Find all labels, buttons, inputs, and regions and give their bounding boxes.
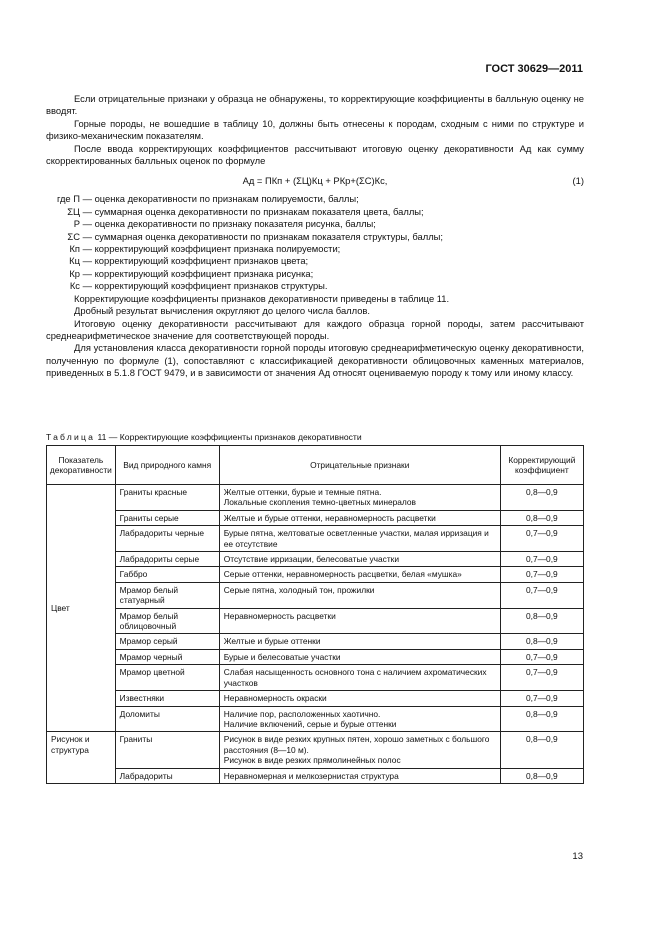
signs-cell: Наличие пор, расположенных хаотично. Наличие включений, серые и бурые оттенки	[219, 706, 500, 732]
paragraph: Дробный результат вычисления округляют до целого числа баллов.	[74, 305, 371, 317]
coefficient-cell: 0,8—0,9	[500, 485, 583, 511]
table-header-row	[47, 446, 584, 485]
stone-cell: Лабрадориты серые	[115, 552, 219, 567]
table-row	[47, 732, 584, 768]
paragraph: Для установления класса декоративности горной породы итоговую среднеарифметическую оценку декоративности, полученную по формуле (1), сопоставляют с классификацией декоративности облицовочных каменных материалов, приведенных в 5.1.8 ГОСТ 9479, и в зависимости от значения Ад относят оцениваемую породу к тому или иному классу.	[46, 342, 584, 379]
coefficient-cell: 0,8—0,9	[500, 510, 583, 525]
table-row	[47, 526, 584, 552]
signs-cell: Бурые и белесоватые участки	[219, 649, 500, 664]
table-body	[47, 485, 584, 784]
column-header: Вид природного камня	[115, 446, 219, 485]
signs-cell: Серые пятна, холодный тон, прожилки	[219, 582, 500, 608]
signs-cell: Неравномерная и мелкозернистая структура	[219, 768, 500, 783]
definition-item: Кр — корректирующий коэффициент признака рисунка;	[69, 267, 314, 279]
table-row	[47, 634, 584, 649]
signs-cell: Желтые и бурые оттенки, неравномерность расцветки	[219, 510, 500, 525]
signs-cell: Бурые пятна, желтоватые осветленные участки, малая ирризация и ее отсутствие	[219, 526, 500, 552]
coefficient-cell: 0,7—0,9	[500, 552, 583, 567]
coefficient-cell: 0,7—0,9	[500, 649, 583, 664]
stone-cell: Мрамор черный	[115, 649, 219, 664]
definition-item: Р — оценка декоративности по признаку показателя рисунка, баллы;	[73, 218, 376, 230]
table-row	[47, 510, 584, 525]
column-header: Корректирующий коэффициент	[500, 446, 583, 485]
table-row	[47, 768, 584, 783]
coefficient-cell: 0,8—0,9	[500, 768, 583, 783]
table-caption-label: Таблица	[46, 432, 96, 442]
signs-cell: Желтые и бурые оттенки	[219, 634, 500, 649]
coefficient-cell: 0,7—0,9	[500, 691, 583, 706]
coefficient-cell: 0,7—0,9	[500, 665, 583, 691]
definition-item: Кп — корректирующий коэффициент признака полируемости;	[69, 243, 341, 255]
stone-cell: Мрамор белый статуарный	[115, 582, 219, 608]
column-header: Показатель декоративности	[47, 446, 116, 485]
signs-cell: Неравномерность расцветки	[219, 608, 500, 634]
definitions-list	[46, 193, 584, 292]
stone-cell: Граниты серые	[115, 510, 219, 525]
stone-cell: Известняки	[115, 691, 219, 706]
table-row	[47, 485, 584, 511]
stone-cell: Лабрадориты	[115, 768, 219, 783]
coefficient-cell: 0,8—0,9	[500, 706, 583, 732]
paragraph: Итоговую оценку декоративности рассчитывают для каждого образца горной породы, затем рассчитывают среднеарифметическое значение для соответствующей породы.	[46, 317, 584, 341]
signs-cell: Отсутствие ирризации, белесоватые участки	[219, 552, 500, 567]
stone-cell: Мрамор серый	[115, 634, 219, 649]
coefficient-cell: 0,8—0,9	[500, 732, 583, 768]
group-cell: Цвет	[47, 485, 116, 732]
stone-cell: Мрамор белый облицовочный	[115, 608, 219, 634]
table-row	[47, 552, 584, 567]
signs-cell: Неравномерность окраски	[219, 691, 500, 706]
definition-item: где П — оценка декоративности по признакам полируемости, баллы;	[56, 193, 359, 205]
signs-cell: Слабая насыщенность основного тона с наличием ахроматических участков	[219, 665, 500, 691]
stone-cell: Доломиты	[115, 706, 219, 732]
table-row	[47, 567, 584, 582]
stone-cell: Лабрадориты черные	[115, 526, 219, 552]
coefficient-cell: 0,7—0,9	[500, 582, 583, 608]
coefficient-cell: 0,8—0,9	[500, 608, 583, 634]
paragraph: Если отрицательные признаки у образца не обнаружены, то корректирующие коэффициенты в балльную оценку не вводят.	[46, 93, 584, 117]
signs-cell: Серые оттенки, неравномерность расцветки, белая «мушка»	[219, 567, 500, 582]
stone-cell: Мрамор цветной	[115, 665, 219, 691]
page-number: 13	[572, 851, 583, 862]
paragraph: Корректирующие коэффициенты признаков декоративности приведены в таблице 11.	[74, 292, 450, 304]
coefficient-cell: 0,7—0,9	[500, 567, 583, 582]
document-header: ГОСТ 30629—2011	[485, 63, 583, 75]
body-text	[46, 93, 584, 380]
definition-item: ΣЦ — суммарная оценка декоративности по признакам показателя цвета, баллы;	[67, 205, 424, 217]
table-row	[47, 649, 584, 664]
coefficient-cell: 0,8—0,9	[500, 634, 583, 649]
definition-item: Кс — корректирующий коэффициент признаков структуры.	[69, 280, 328, 292]
stone-cell: Граниты красные	[115, 485, 219, 511]
formula-number: (1)	[572, 175, 584, 187]
table-caption	[46, 432, 362, 442]
table-row	[47, 691, 584, 706]
paragraph: После ввода корректирующих коэффициентов рассчитывают итоговую оценку декоративности Ад как сумму скорректированных балльных оценок по формуле	[46, 142, 584, 167]
signs-cell: Желтые оттенки, бурые и темные пятна. Локальные скопления темно-цветных минералов	[219, 485, 500, 511]
stone-cell: Габбро	[115, 567, 219, 582]
group-cell: Рисунок и структура	[47, 732, 116, 784]
table-row	[47, 706, 584, 732]
formula-text: Ад = ПКп + (ΣЦ)Кц + РКр+(ΣС)Кс,	[242, 175, 388, 187]
paragraph: Горные породы, не вошедшие в таблицу 10, должны быть отнесены к породам, сходным с ними по структуре и физико-механическим показателям.	[46, 117, 584, 142]
column-header: Отрицательные признаки	[219, 446, 500, 485]
signs-cell: Рисунок в виде резких крупных пятен, хорошо заметных с большого расстояния (8—10 м). Рисунок в виде резких прямолинейных полос	[219, 732, 500, 768]
stone-cell: Граниты	[115, 732, 219, 768]
definition-item: Кц — корректирующий коэффициент признаков цвета;	[69, 255, 309, 267]
coefficients-table	[46, 445, 584, 784]
table-row	[47, 582, 584, 608]
table-caption-text: 11 — Корректирующие коэффициенты признаков декоративности	[97, 432, 362, 442]
formula	[46, 175, 584, 189]
table-row	[47, 608, 584, 634]
coefficient-cell: 0,7—0,9	[500, 526, 583, 552]
table-row	[47, 665, 584, 691]
definition-item: ΣС — суммарная оценка декоративности по признакам показателя структуры, баллы;	[67, 230, 444, 242]
